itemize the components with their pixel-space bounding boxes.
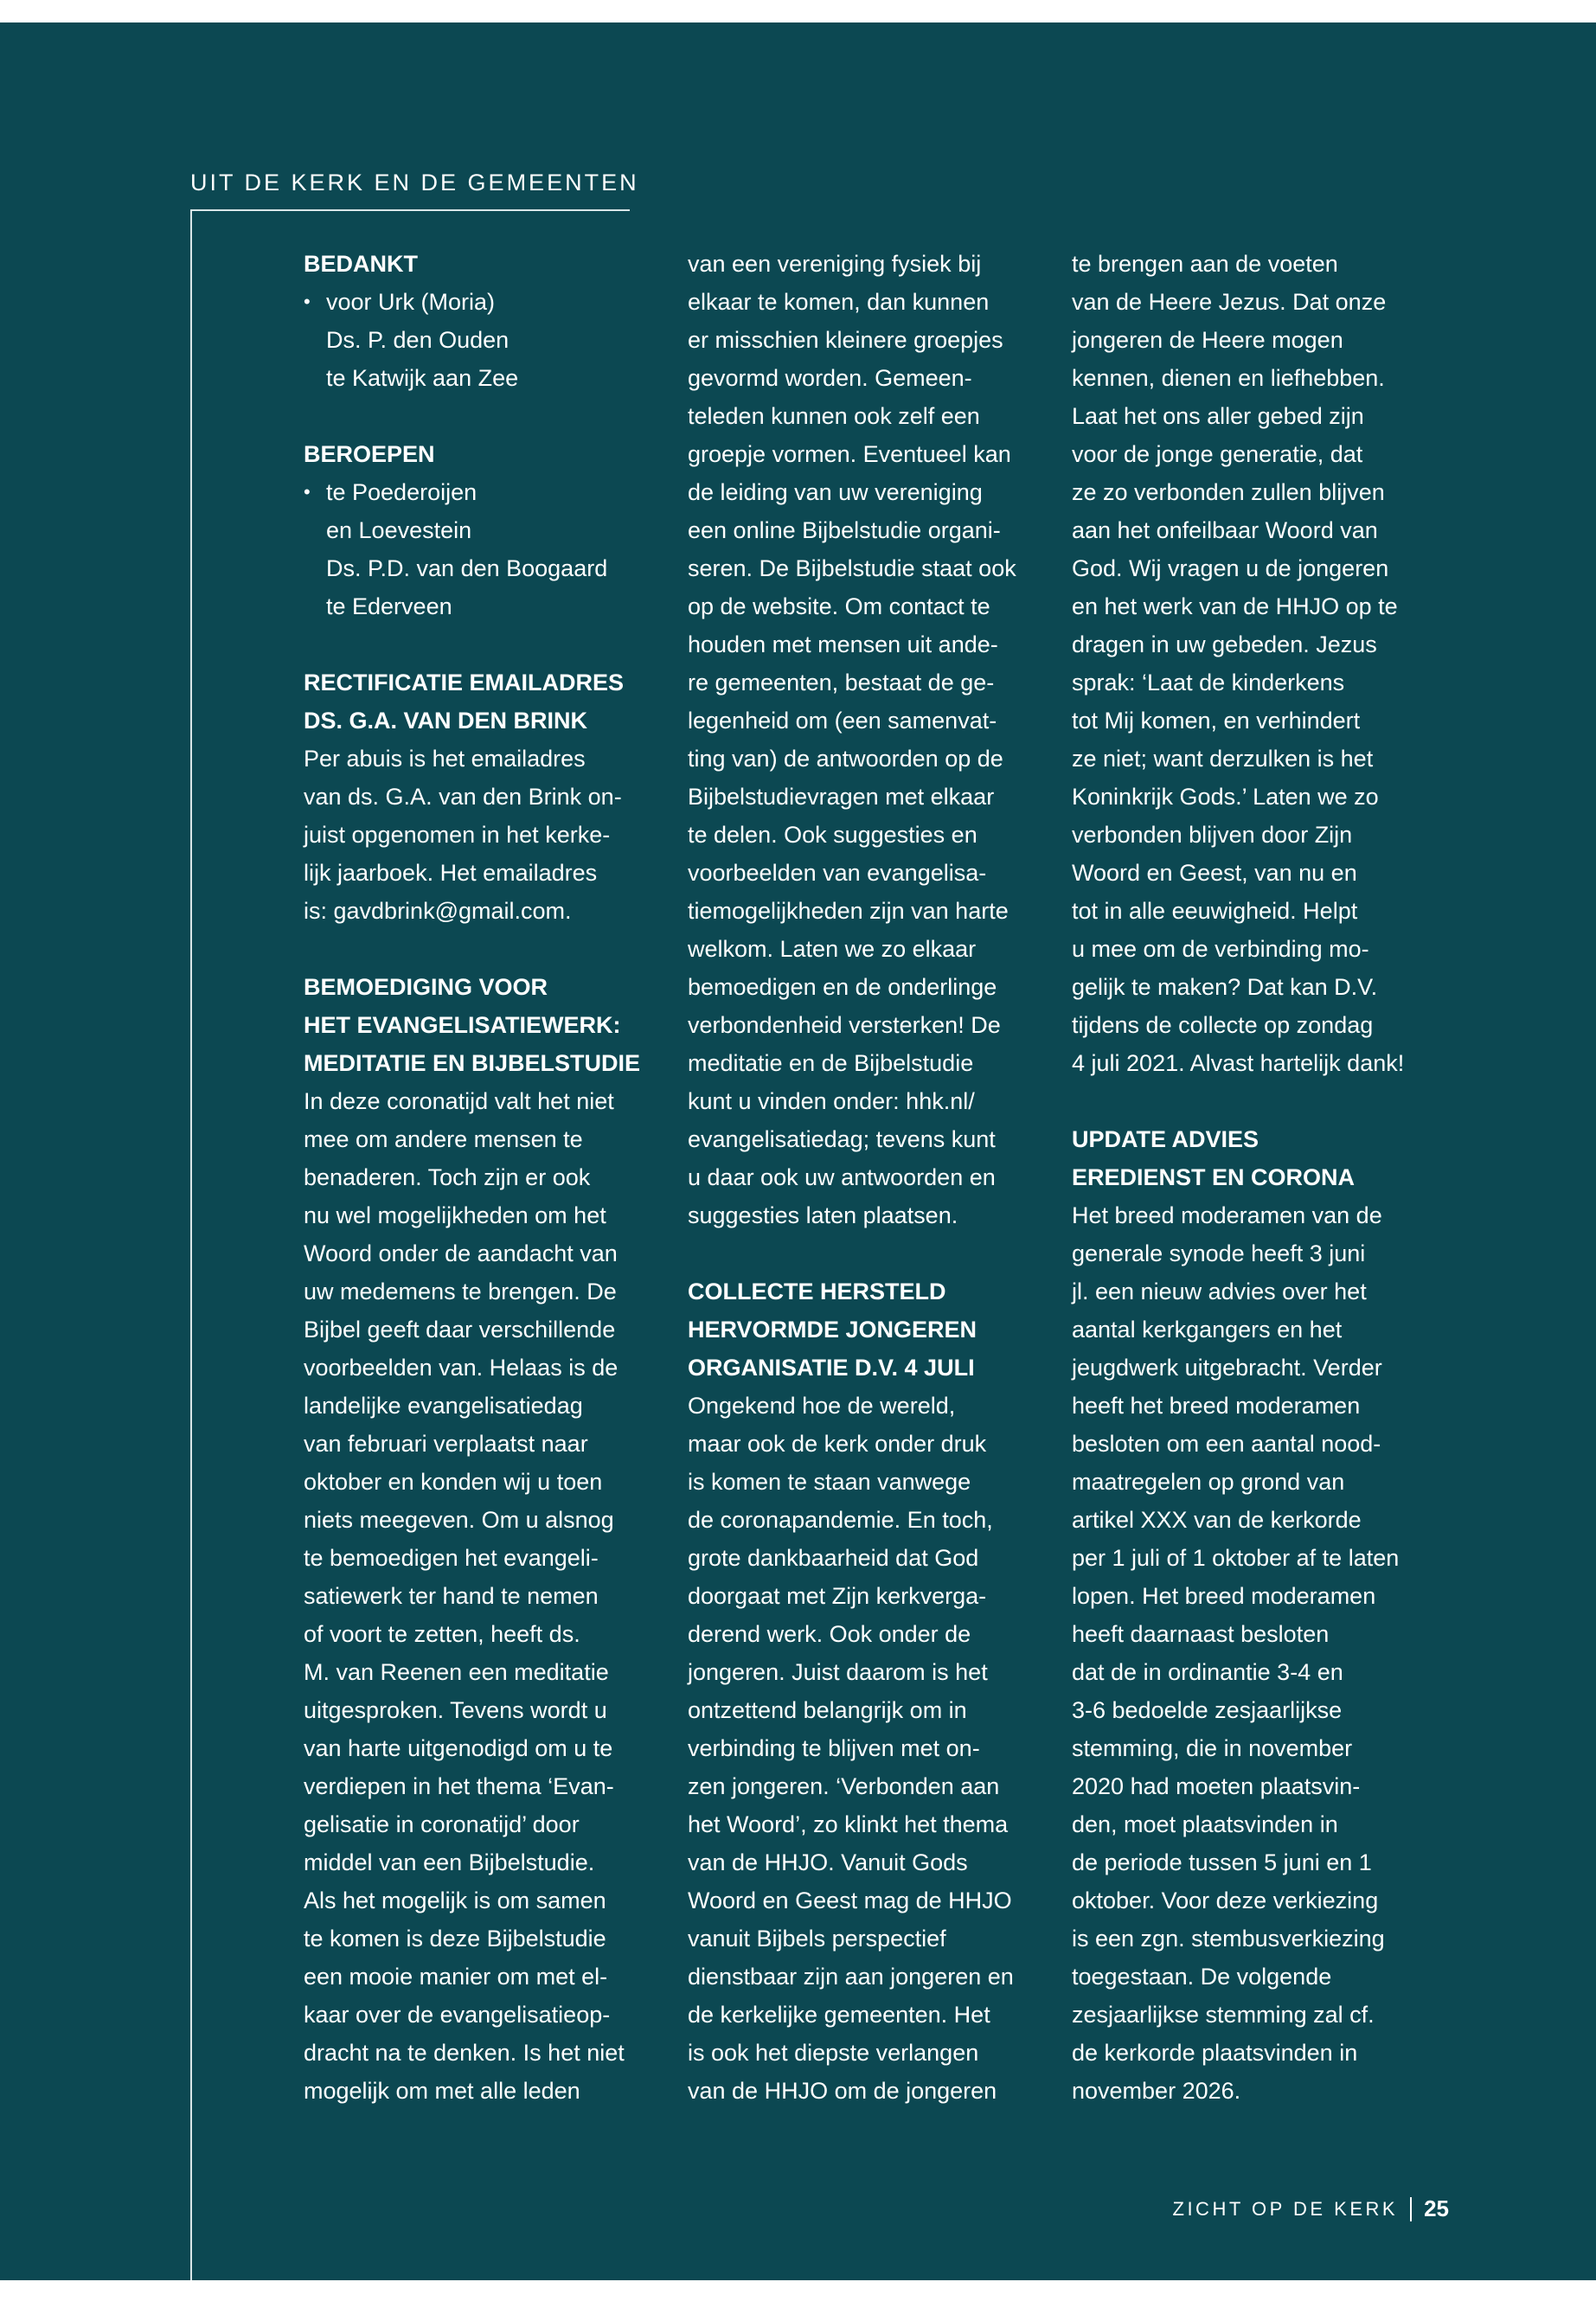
text-line: de leiding van uw vereniging <box>688 479 983 505</box>
text-line: jongeren de Heere mogen <box>1072 327 1343 353</box>
text-line: kaar over de evangelisatieop- <box>304 2002 611 2028</box>
text-line: dracht na te denken. Is het niet <box>304 2040 625 2066</box>
text-line: verbondenheid versterken! De <box>688 1012 1001 1038</box>
text-line: Woord en Geest mag de HHJO <box>688 1888 1012 1913</box>
text-line: is een zgn. stembusverkiezing <box>1072 1926 1385 1952</box>
text-line: Bijbelstudievragen met elkaar <box>688 784 995 810</box>
text-line: is: gavdbrink@gmail.com. <box>304 898 572 924</box>
section-heading: BEMOEDIGING VOOR <box>304 974 548 1000</box>
text-line: Als het mogelijk is om samen <box>304 1888 606 1913</box>
text-line: uitgesproken. Tevens wordt u <box>304 1697 607 1723</box>
footer-divider <box>1410 2197 1412 2221</box>
spacer <box>688 1234 1051 1272</box>
text-line: kennen, dienen en liefhebben. <box>1072 365 1385 391</box>
text-line: middel van een Bijbelstudie. <box>304 1849 595 1875</box>
text-line: er misschien kleinere groepjes <box>688 327 1003 353</box>
text-line: 4 juli 2021. Alvast hartelijk dank! <box>1072 1050 1405 1076</box>
text-line: suggesties laten plaatsen. <box>688 1202 958 1228</box>
section-heading: EREDIENST EN CORONA <box>1072 1164 1356 1190</box>
text-line: is komen te staan vanwege <box>688 1469 971 1495</box>
text-line: re gemeenten, bestaat de ge- <box>688 670 995 695</box>
text-line: voorbeelden van. Helaas is de <box>304 1355 619 1381</box>
text-line: legenheid om (een samenvat- <box>688 708 997 734</box>
text-line: maatregelen op grond van <box>1072 1469 1345 1495</box>
spacer <box>304 930 667 968</box>
text-line: verbonden blijven door Zijn <box>1072 822 1353 848</box>
text-line: maar ook de kerk onder druk <box>688 1431 987 1457</box>
text-line: is ook het diepste verlangen <box>688 2040 979 2066</box>
text-line: te komen is deze Bijbelstudie <box>304 1926 606 1952</box>
spacer <box>304 397 667 435</box>
text-line: nu wel mogelijkheden om het <box>304 1202 606 1228</box>
text-line: tijdens de collecte op zondag <box>1072 1012 1374 1038</box>
text-line: een mooie manier om met el- <box>304 1964 608 1990</box>
text-line: grote dankbaarheid dat God <box>688 1545 979 1571</box>
text-line: Ongekend hoe de wereld, <box>688 1393 956 1419</box>
text-line: satiewerk ter hand te nemen <box>304 1583 599 1609</box>
spacer <box>304 625 667 663</box>
section-heading: BEDANKT <box>304 251 418 277</box>
text-line: Het breed moderamen van de <box>1072 1202 1382 1228</box>
text-line: elkaar te komen, dan kunnen <box>688 289 990 315</box>
text-line: op de website. Om contact te <box>688 593 990 619</box>
text-column-2 <box>688 245 1051 2110</box>
text-line: verdiepen in het thema ‘Evan- <box>304 1773 614 1799</box>
text-line: Bijbel geeft daar verschillende <box>304 1317 616 1343</box>
text-line: toegestaan. De volgende <box>1072 1964 1332 1990</box>
spacer <box>1072 1082 1435 1120</box>
text-line: van een vereniging fysiek bij <box>688 251 982 277</box>
text-line: landelijke evangelisatiedag <box>304 1393 583 1419</box>
text-line: besloten om een aantal nood- <box>1072 1431 1381 1457</box>
text-line: God. Wij vragen u de jongeren <box>1072 555 1389 581</box>
text-line: jeugdwerk uitgebracht. Verder <box>1072 1355 1382 1381</box>
bullet-item: • te Poederoijen <box>304 473 667 511</box>
text-column-3 <box>1072 245 1435 2110</box>
text-line: van de Heere Jezus. Dat onze <box>1072 289 1387 315</box>
text-column-1 <box>304 245 667 2110</box>
text-line: vanuit Bijbels perspectief <box>688 1926 946 1952</box>
bullet-item: • voor Urk (Moria) <box>304 283 667 321</box>
text-line: of voort te zetten, heeft ds. <box>304 1621 580 1647</box>
section-heading: UPDATE ADVIES <box>1072 1126 1259 1152</box>
text-line: van februari verplaatst naar <box>304 1431 588 1457</box>
text-line: te brengen aan de voeten <box>1072 251 1338 277</box>
text-line: derend werk. Ook onder de <box>688 1621 971 1647</box>
text-line: lijk jaarboek. Het emailadres <box>304 860 598 886</box>
text-line: te Ederveen <box>326 593 452 619</box>
text-line: en Loevestein <box>326 517 472 543</box>
text-line: aantal kerkgangers en het <box>1072 1317 1343 1343</box>
text-line: ting van) de antwoorden op de <box>688 746 1003 772</box>
text-line: dienstbaar zijn aan jongeren en <box>688 1964 1014 1990</box>
text-line: Per abuis is het emailadres <box>304 746 586 772</box>
left-rule <box>190 209 192 2280</box>
text-line: van harte uitgenodigd om u te <box>304 1735 613 1761</box>
text-line: M. van Reenen een meditatie <box>304 1659 609 1685</box>
text-line: Woord onder de aandacht van <box>304 1240 618 1266</box>
text-line: ontzettend belangrijk om in <box>688 1697 967 1723</box>
text-line: artikel XXX van de kerkorde <box>1072 1507 1362 1533</box>
text-line: en het werk van de HHJO op te <box>1072 593 1398 619</box>
page-footer <box>1173 2195 1450 2222</box>
page-number: 25 <box>1424 2195 1449 2221</box>
text-line: jongeren. Juist daarom is het <box>688 1659 988 1685</box>
text-line: van de HHJO. Vanuit Gods <box>688 1849 968 1875</box>
text-line: generale synode heeft 3 juni <box>1072 1240 1366 1266</box>
text-line: houden met mensen uit ande- <box>688 631 998 657</box>
text-line: juist opgenomen in het kerke- <box>304 822 611 848</box>
section-title: UIT DE KERK EN DE GEMEENTEN <box>190 170 639 195</box>
text-line: voor de jonge generatie, dat <box>1072 441 1363 467</box>
text-line: kunt u vinden onder: hhk.nl/ <box>688 1088 975 1114</box>
text-line: tot Mij komen, en verhindert <box>1072 708 1361 734</box>
text-line: Ds. P.D. van den Boogaard <box>326 555 608 581</box>
text-line: niets meegeven. Om u alsnog <box>304 1507 614 1533</box>
text-line: oktober. Voor deze verkiezing <box>1072 1888 1379 1913</box>
text-line: de kerkorde plaatsvinden in <box>1072 2040 1358 2066</box>
text-line: gelijk te maken? Dat kan D.V. <box>1072 974 1378 1000</box>
text-line: een online Bijbelstudie organi- <box>688 517 1001 543</box>
text-line: november 2026. <box>1072 2078 1241 2104</box>
text-line: benaderen. Toch zijn er ook <box>304 1164 591 1190</box>
text-line: u mee om de verbinding mo- <box>1072 936 1369 962</box>
text-line: te Katwijk aan Zee <box>326 365 519 391</box>
text-line: zesjaarlijkse stemming zal cf. <box>1072 2002 1375 2028</box>
text-line: dat de in ordinantie 3-4 en <box>1072 1659 1343 1685</box>
section-heading: ORGANISATIE D.V. 4 JULI <box>688 1355 975 1381</box>
text-line: te delen. Ook suggesties en <box>688 822 977 848</box>
text-line: doorgaat met Zijn kerkverga- <box>688 1583 987 1609</box>
text-line: mee om andere mensen te <box>304 1126 583 1152</box>
text-line: groepje vormen. Eventueel kan <box>688 441 1011 467</box>
text-line: heeft daarnaast besloten <box>1072 1621 1330 1647</box>
text-line: de periode tussen 5 juni en 1 <box>1072 1849 1372 1875</box>
text-line: voorbeelden van evangelisa- <box>688 860 987 886</box>
text-line: teleden kunnen ook zelf een <box>688 403 980 429</box>
section-heading: HERVORMDE JONGEREN <box>688 1317 977 1343</box>
text-line: 3-6 bedoelde zesjaarlijkse <box>1072 1697 1343 1723</box>
section-heading: HET EVANGELISATIEWERK: <box>304 1012 621 1038</box>
text-line: gevormd worden. Gemeen- <box>688 365 972 391</box>
section-heading: COLLECTE HERSTELD <box>688 1279 946 1304</box>
text-line: jl. een nieuw advies over het <box>1072 1279 1367 1304</box>
text-line: meditatie en de Bijbelstudie <box>688 1050 974 1076</box>
text-line: evangelisatiedag; tevens kunt <box>688 1126 996 1152</box>
text-line: van de HHJO om de jongeren <box>688 2078 997 2104</box>
text-line: 2020 had moeten plaatsvin- <box>1072 1773 1361 1799</box>
text-line: per 1 juli of 1 oktober af te laten <box>1072 1545 1400 1571</box>
section-heading: BEROEPEN <box>304 441 435 467</box>
text-line: den, moet plaatsvinden in <box>1072 1811 1338 1837</box>
text-line: ze zo verbonden zullen blijven <box>1072 479 1385 505</box>
text-line: sprak: ‘Laat de kinderkens <box>1072 670 1345 695</box>
text-line: de coronapandemie. En toch, <box>688 1507 993 1533</box>
text-line: heeft het breed moderamen <box>1072 1393 1361 1419</box>
header-rule <box>190 209 630 211</box>
text-line: de kerkelijke gemeenten. Het <box>688 2002 990 2028</box>
text-line: lopen. Het breed moderamen <box>1072 1583 1376 1609</box>
section-heading: MEDITATIE EN BIJBELSTUDIE <box>304 1050 641 1076</box>
text-line: bemoedigen en de onderlinge <box>688 974 997 1000</box>
text-line: oktober en konden wij u toen <box>304 1469 603 1495</box>
section-heading: DS. G.A. VAN DEN BRINK <box>304 708 588 734</box>
text-line: mogelijk om met alle leden <box>304 2078 580 2104</box>
text-line: van ds. G.A. van den Brink on- <box>304 784 622 810</box>
page <box>0 22 1596 2280</box>
text-line: seren. De Bijbelstudie staat ook <box>688 555 1016 581</box>
text-line: te bemoedigen het evangeli- <box>304 1545 599 1571</box>
magazine-name: ZICHT OP DE KERK <box>1172 2197 1399 2220</box>
section-heading: RECTIFICATIE EMAILADRES <box>304 670 624 695</box>
text-line: Woord en Geest, van nu en <box>1072 860 1357 886</box>
text-line: ze niet; want derzulken is het <box>1072 746 1374 772</box>
text-line: welkom. Laten we zo elkaar <box>688 936 977 962</box>
text-line: stemming, die in november <box>1072 1735 1353 1761</box>
text-line: Koninkrijk Gods.’ Laten we zo <box>1072 784 1379 810</box>
text-line: tot in alle eeuwigheid. Helpt <box>1072 898 1358 924</box>
text-line: zen jongeren. ‘Verbonden aan <box>688 1773 1000 1799</box>
text-line: dragen in uw gebeden. Jezus <box>1072 631 1377 657</box>
text-line: verbinding te blijven met on- <box>688 1735 980 1761</box>
text-line: Ds. P. den Ouden <box>326 327 510 353</box>
text-line: In deze coronatijd valt het niet <box>304 1088 614 1114</box>
text-line: aan het onfeilbaar Woord van <box>1072 517 1378 543</box>
text-line: gelisatie in coronatijd’ door <box>304 1811 580 1837</box>
text-line: het Woord’, zo klinkt het thema <box>688 1811 1009 1837</box>
text-line: uw medemens te brengen. De <box>304 1279 617 1304</box>
text-line: Laat het ons aller gebed zijn <box>1072 403 1364 429</box>
text-line: tiemogelijkheden zijn van harte <box>688 898 1009 924</box>
text-line: u daar ook uw antwoorden en <box>688 1164 996 1190</box>
